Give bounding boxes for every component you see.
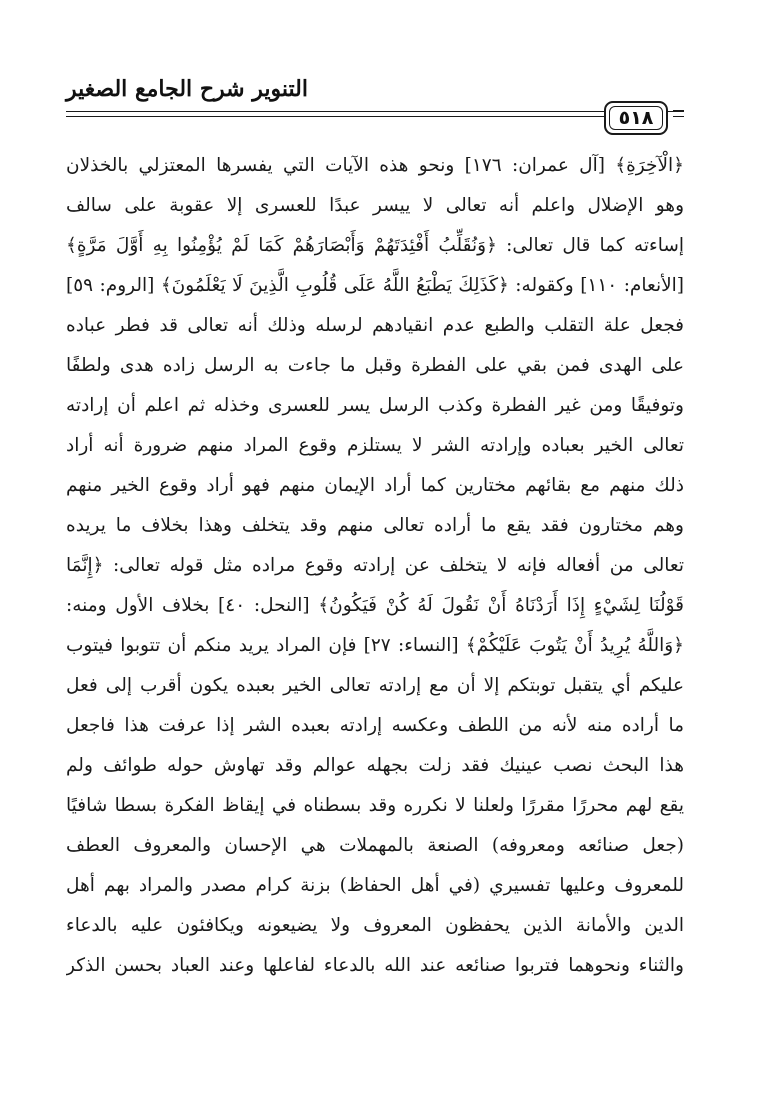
- text-line: [الأنعام: ١١٠] وكقوله: ﴿كَذَلِكَ يَطْبَعُ اللَّهُ عَلَى قُلُوبِ الَّذِينَ لَا يَعْلَمُونَ﴾ [الروم: ٥٩]: [66, 275, 684, 296]
- page-number-frame: [604, 101, 668, 135]
- text-line: وهم مختارون فقد يقع ما أراده تعالى منهم وقد يتخلف وهذا بخلاف ما يريده: [66, 515, 684, 536]
- text-line: ذلك منهم مع بقائهم مختارين كما أراد الإيمان منهم فهو أراد وقوع الخير منهم: [66, 475, 684, 496]
- page-number-ornament: [673, 110, 684, 120]
- text-line: (جعل صنائعه ومعروفه) الصنعة بالمهملات هي الإحسان والمعروف العطف: [66, 835, 684, 856]
- text-line: تعالى الخير بعباده وإرادته الشر لا يستلزم وقوع المراد منهم ضرورة أنه أراد: [66, 435, 684, 456]
- page-body: [66, 146, 684, 986]
- text-line: ما أراده منه لأنه من اللطف وعكسه إرادته بعبده الشر إذا عرفت هذا فاجعل: [66, 715, 684, 736]
- text-line: قَوْلُنَا لِشَيْءٍ إِذَا أَرَدْنَاهُ أَنْ نَقُولَ لَهُ كُنْ فَيَكُونُ﴾ [النحل: ٤٠] بخلاف الأول ومنه:: [66, 595, 684, 616]
- text-line: تعالى من أفعاله فإنه لا يتخلف عن إرادته وقوع مراده مثل قوله تعالى: ﴿إِنَّمَا: [66, 555, 684, 576]
- book-title: التنوير شرح الجامع الصغير: [66, 76, 308, 102]
- header-rule-bottom: [66, 116, 604, 117]
- text-line: ﴿الْآخِرَةِ﴾ [آل عمران: ١٧٦] ونحو هذه الآيات التي يفسرها المعتزلي بالخذلان: [66, 155, 684, 176]
- page-header: [66, 60, 684, 140]
- text-line: ﴿وَاللَّهُ يُرِيدُ أَنْ يَتُوبَ عَلَيْكُمْ﴾ [النساء: ٢٧] فإن المراد يريد منكم أن تتوبوا فيتوب: [66, 635, 684, 656]
- text-line: إساءته كما قال تعالى: ﴿وَنُقَلِّبُ أَفْئِدَتَهُمْ وَأَبْصَارَهُمْ كَمَا لَمْ يُؤْمِنُوا بِهِ أَوَّلَ مَرَّةٍ﴾: [66, 235, 684, 256]
- text-line: يقع لهم محررًا مقررًا ولعلنا لا نكرره وقد بسطناه في إيقاظ الفكرة بسطا شافيًا: [66, 795, 684, 816]
- text-line: هذا البحث نصب عينيك فقد زلت بجهله عوالم وقد تهاوش حوله طوائف ولم: [66, 755, 684, 776]
- text-line: وهو الإضلال واعلم أنه تعالى لا ييسر عبدًا للعسرى إلا عقوبة على سالف: [66, 195, 684, 216]
- text-line: والثناء ونحوهما فتربوا صنائعه عند الله بالدعاء لفاعلها وعند العباد بحسن الذكر: [66, 955, 684, 976]
- text-line: عليكم أي يتقبل توبتكم إلا أن مع إرادته تعالى الخير بعبده يكون أقرب إلى فعل: [66, 675, 684, 696]
- page-number: ٥١٨: [609, 106, 663, 130]
- text-line: فجعل علة التقلب والطبع عدم انقيادهم لرسله وذلك أنه تعالى قد فطر عباده: [66, 315, 684, 336]
- header-rule-top: [66, 111, 684, 112]
- text-line: الدين والأمانة الذين يحفظون المعروف ولا يضيعونه ويكافئون عليه بالدعاء: [66, 915, 684, 936]
- text-line: على الهدى فمن بقي على الفطرة وقبل ما جاءت به الرسل زاده هدى ولطفًا: [66, 355, 684, 376]
- text-line: وتوفيقًا ومن غير الفطرة وكذب الرسل يسر للعسرى وخذله ثم اعلم أن إرادته: [66, 395, 684, 416]
- text-line: للمعروف وعليها تفسيري (في أهل الحفاظ) بزنة كرام مصدر والمراد بهم أهل: [66, 875, 684, 896]
